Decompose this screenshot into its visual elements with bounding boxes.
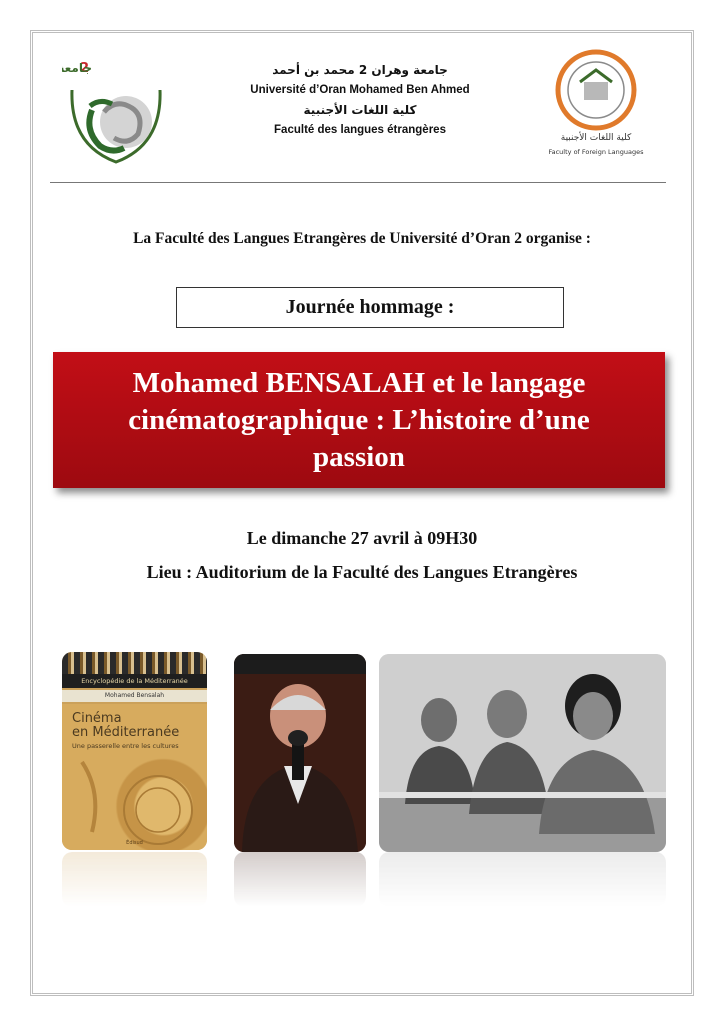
event-type-box [176,287,564,328]
event-title [128,365,590,476]
event-place: Lieu : Auditorium de la Faculté des Langues Etrangères [146,562,578,582]
book-publisher: Édisud [126,840,143,846]
logo-right-fr: Faculty of Foreign Languages [548,148,644,156]
book-reflection [62,852,207,907]
header-divider [50,182,666,183]
title-line-1: Mohamed BENSALAH et le langage [132,366,586,399]
faculty-logo [548,48,652,160]
book-cover-image [62,652,207,850]
faculty-name-ar: كلية اللغات الأجنبية [303,103,417,117]
university-name-ar: جامعة وهران 2 محمد بن أحمد [272,63,448,77]
title-line-2: cinématographique : L’histoire d’une [128,403,590,436]
title-line-3: passion [313,440,405,473]
book-title: Cinéma en Méditerranée [72,711,180,740]
event-type-label: Journée hommage : [285,296,455,318]
faculty-name-fr: Faculté des langues étrangères [274,124,446,136]
event-date: Le dimanche 27 avril à 09H30 [246,528,478,548]
university-name-fr: Université d’Oran Mohamed Ben Ahmed [250,84,470,96]
portrait-reflection [234,852,366,907]
title-banner [53,352,665,488]
group-reflection [379,852,666,907]
portrait-photo [234,654,366,852]
book-subtitle: Une passerelle entre les cultures [72,742,179,750]
university-logo [62,50,170,168]
book-series: Encyclopédie de la Méditerranée [62,674,207,688]
logo-right-ar: كلية اللغات الأجنبية [560,133,632,143]
group-photo [379,654,666,852]
logo-left-text: جامع [64,61,92,75]
intro-text: La Faculté des Langues Etrangères de Université d’Oran 2 organise : [133,230,591,247]
book-author: Mohamed Bensalah [62,690,207,702]
header-block [200,60,520,140]
svg-text:2: 2 [80,61,90,76]
